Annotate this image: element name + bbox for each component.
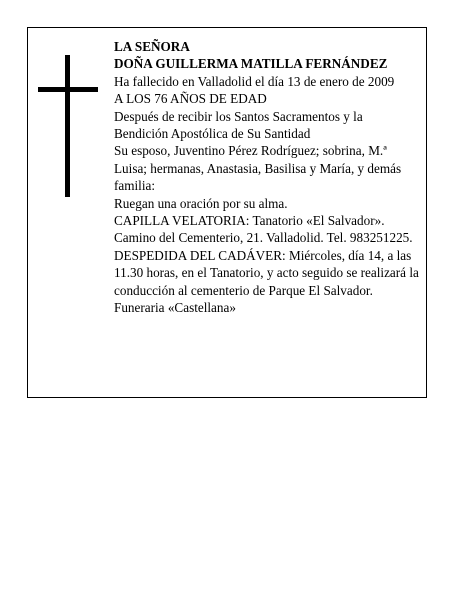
notice-title: LA SEÑORA — [114, 39, 190, 54]
farewell-info: DESPEDIDA DEL CADÁVER: Miércoles, día 14, a las 11.30 horas, en el Tanatorio, y acto seguido se realizará la conducción al cementerio de Parque El Salvador. — [114, 247, 419, 298]
chapel-info: CAPILLA VELATORIA: Tanatorio «El Salvador». Camino del Cementerio, 21. Valladolid. Tel. 983251225. — [114, 213, 413, 246]
obituary-text — [114, 38, 420, 317]
funeral-home: Funeraria «Castellana» — [114, 300, 236, 316]
deceased-name: DOÑA GUILLERMA MATILLA FERNÁNDEZ — [114, 56, 388, 72]
death-statement: Ha fallecido en Valladolid el día 13 de enero de 2009 — [114, 73, 395, 89]
sacraments-statement: Después de recibir los Santos Sacramentos y la Bendición Apostólica de Su Santidad — [114, 108, 363, 142]
family-list: Su esposo, Juventino Pérez Rodríguez; sobrina, M.ª Luisa; hermanas, Anastasia, Basilisa y María, y demás familia: — [114, 143, 402, 194]
age-statement: A LOS 76 AÑOS DE EDAD — [114, 91, 267, 107]
prayer-request: Ruegan una oración por su alma. — [114, 195, 288, 211]
cross-horizontal-bar — [38, 87, 98, 92]
cross-vertical-bar — [65, 55, 70, 197]
latin-cross-icon — [38, 55, 98, 197]
